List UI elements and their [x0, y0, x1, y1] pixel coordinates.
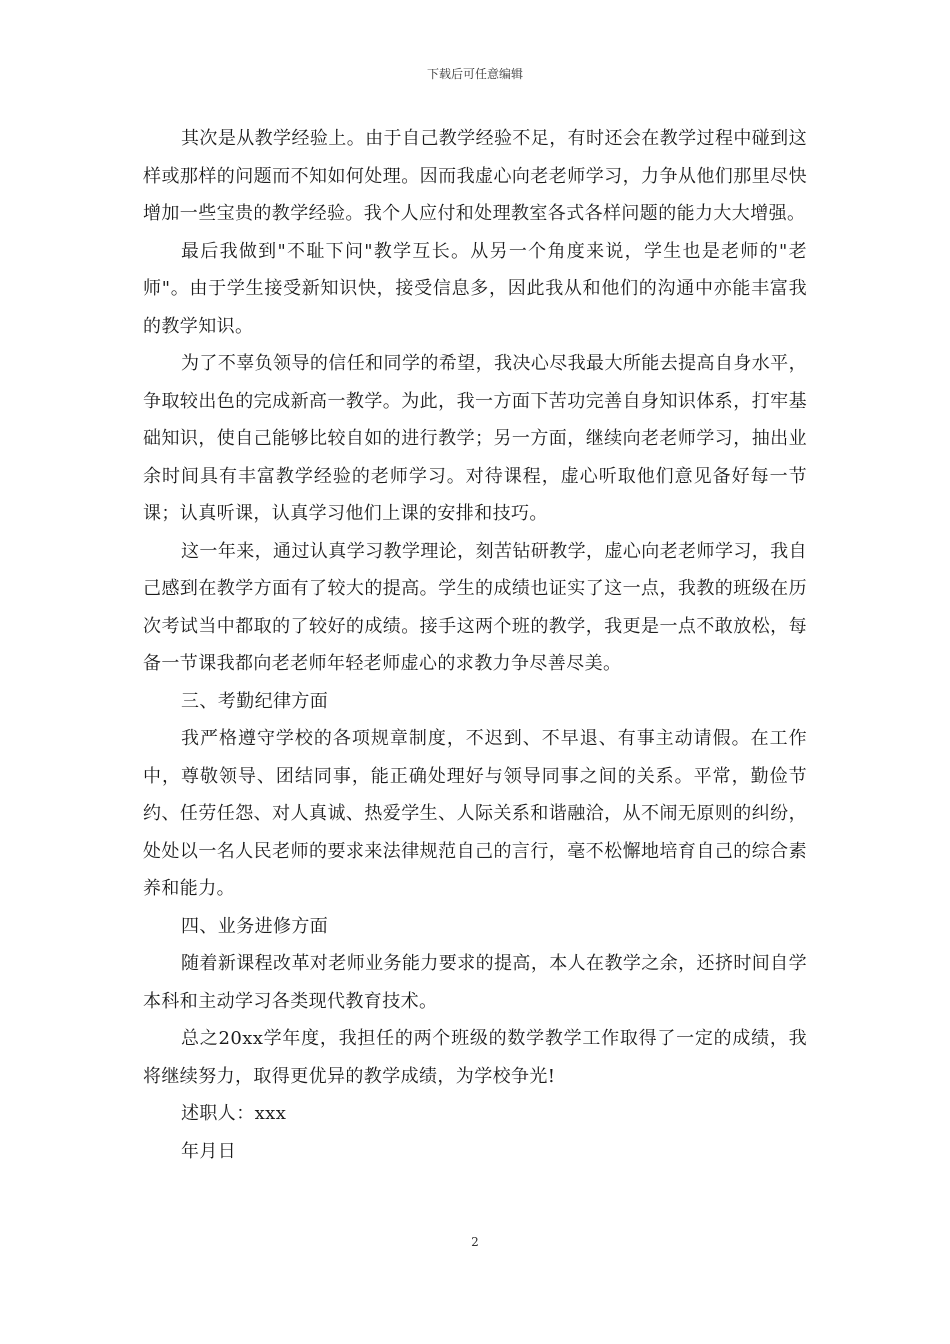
- section-heading-attendance: 三、考勤纪律方面: [181, 690, 329, 712]
- paragraph-self-improvement: 为了不辜负领导的信任和同学的希望，我决心尽我最大所能去提高自身水平，争取较出色的完成新高一教学。为此，我一方面下苦功完善自身知识体系，打牢基础知识，使自己能够比较自如的进行教学；另一方面，继续向老老师学习，抽出业余时间具有丰富教学经验的老师学习。对待课程，虚心听取他们意见备好每一节课；认真听课，认真学习他们上课的安排和技巧。: [143, 353, 807, 524]
- date-line: 年月日: [181, 1140, 237, 1162]
- signature-line: 述职人：xxx: [181, 1103, 287, 1124]
- page-number: 2: [471, 1235, 479, 1249]
- paragraph-attendance: 我严格遵守学校的各项规章制度，不迟到、不早退、有事主动请假。在工作中，尊敬领导、团结同事，能正确处理好与领导同事之间的关系。平常，勤俭节约、任劳任怨、对人真诚、热爱学生、人际关系和谐融洽，从不闹无原则的纠纷，处处以一名人民老师的要求来法律规范自己的言行，毫不松懈地培育自己的综合素养和能力。: [143, 728, 807, 899]
- paragraph-teaching-experience: 其次是从教学经验上。由于自己教学经验不足，有时还会在教学过程中碰到这样或那样的问题而不知如何处理。因而我虚心向老老师学习，力争从他们那里尽快增加一些宝贵的教学经验。我个人应付和处理教室各式各样问题的能力大大增强。: [143, 128, 807, 224]
- paragraph-professional-development: 随着新课程改革对老师业务能力要求的提高，本人在教学之余，还挤时间自学本科和主动学习各类现代教育技术。: [143, 953, 807, 1012]
- page-header-note: 下载后可任意编辑: [426, 67, 523, 81]
- paragraph-conclusion: 总之20xx学年度，我担任的两个班级的数学教学工作取得了一定的成绩，我将继续努力，取得更优异的教学成绩，为学校争光!: [143, 1028, 807, 1087]
- section-heading-professional-development: 四、业务进修方面: [181, 915, 329, 937]
- paragraph-learning-from-students: 最后我做到"不耻下问"教学互长。从另一个角度来说，学生也是老师的"老师"。由于学生接受新知识快，接受信息多，因此我从和他们的沟通中亦能丰富我的教学知识。: [143, 240, 807, 337]
- paragraph-year-summary: 这一年来，通过认真学习教学理论，刻苦钻研教学，虚心向老老师学习，我自己感到在教学方面有了较大的提高。学生的成绩也证实了这一点，我教的班级在历次考试当中都取的了较好的成绩。接手这两个班的教学，我更是一点不敢放松，每备一节课我都向老老师年轻老师虚心的求教力争尽善尽美。: [143, 540, 807, 674]
- document-body: [143, 120, 807, 1170]
